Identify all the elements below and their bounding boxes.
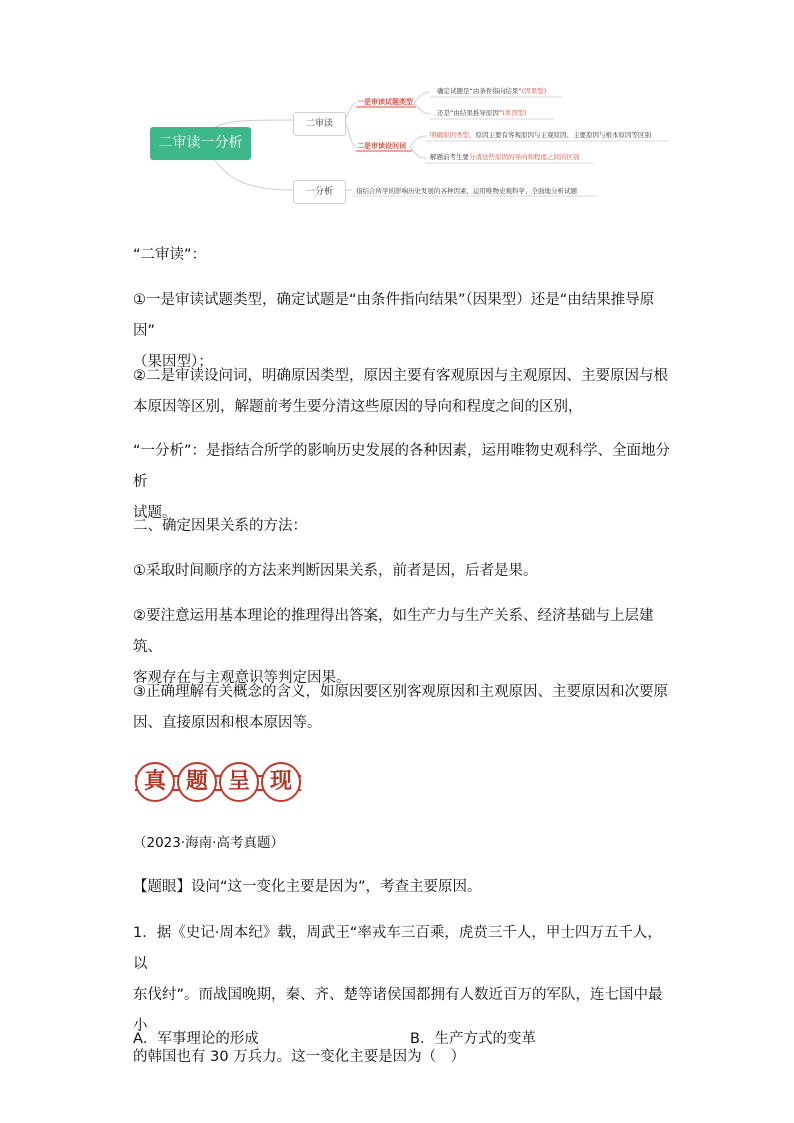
method-1: ①采取时间顺序的方法来判断因果关系，前者是因，后者是果。	[133, 563, 538, 579]
mind-map-branch-shen-du: 二审读	[293, 112, 346, 136]
option-b[interactable]: B．生产方式的变革	[410, 1031, 536, 1047]
stamp-char: 题	[182, 766, 212, 796]
stamp-char: 现	[266, 766, 296, 796]
option-a[interactable]: A．军事理论的形成	[133, 1031, 259, 1047]
paragraph-er-shen-du-heading: “二审读”：	[133, 247, 207, 263]
mind-map	[0, 0, 794, 220]
question-stem: 1．据《史记·周本纪》载，周武王“率戎车三百乘，虎贲三千人，甲士四万五千人，以 东伐纣”。而战国晚期，秦、齐、楚等诸侯国都拥有人数近百万的军队，连七国中最小 的韩国也有 30 万兵力。这一变化主要是因为（ ）	[133, 925, 663, 1065]
mind-map-leaf-3: 明确原因类型，原因主要有客观原因与主观原因、主要原因与根本原因等区别	[430, 131, 651, 139]
paragraph-point-1: ①一是审读试题类型，确定试题是“由条件指向结果”（因果型）还是“由结果推导原因” （果因型）；	[133, 292, 655, 370]
question-source: （2023·海南·高考真题）	[133, 835, 284, 851]
method-2: ②要注意运用基本理论的推理得出答案，如生产力与生产关系、经济基础与上层建筑、 客观存在与主观意识等判定因果。	[133, 608, 654, 686]
mind-map-sub-question-words: 二是审读设问词	[357, 142, 406, 150]
section-stamp-header	[135, 760, 301, 806]
mind-map-leaf-5: 指结合所学的影响历史发展的各种因素，运用唯物史观科学、全面地分析试题	[356, 187, 577, 195]
paragraph-yi-fen-xi: “一分析”：是指结合所学的影响历史发展的各种因素，运用唯物史观科学、全面地分析 试题。	[133, 443, 671, 521]
mind-map-branch-fen-xi: 一分析	[293, 180, 346, 204]
question-eye: 【题眼】设问“这一变化主要是因为”，考查主要原因。	[133, 879, 482, 895]
paragraph-point-2: ②二是审读设问词，明确原因类型，原因主要有客观原因与主观原因、主要原因与根 本原因等区别，解题前考生要分清这些原因的导向和程度之间的区别，	[133, 368, 668, 415]
mind-map-leaf-2: 还是“由结果推导原因”(果因型)	[437, 109, 527, 117]
mind-map-root: 二审读一分析	[150, 127, 251, 160]
mind-map-leaf-1: 确定试题是“由条件指向结果”(因果型)	[437, 87, 547, 95]
mind-map-leaf-4: 解题前考生要分清这些原因的导向和程度之间的区别	[430, 153, 580, 161]
stamp-char: 真	[140, 766, 170, 796]
method-3: ③正确理解有关概念的含义，如原因要区别客观原因和主观原因、主要原因和次要原 因、直接原因和根本原因等。	[133, 684, 668, 731]
stamp-char: 呈	[224, 766, 254, 796]
section-heading-methods: 二、确定因果关系的方法：	[133, 518, 307, 534]
mind-map-sub-question-type: 一是审读试题类型	[357, 98, 413, 106]
